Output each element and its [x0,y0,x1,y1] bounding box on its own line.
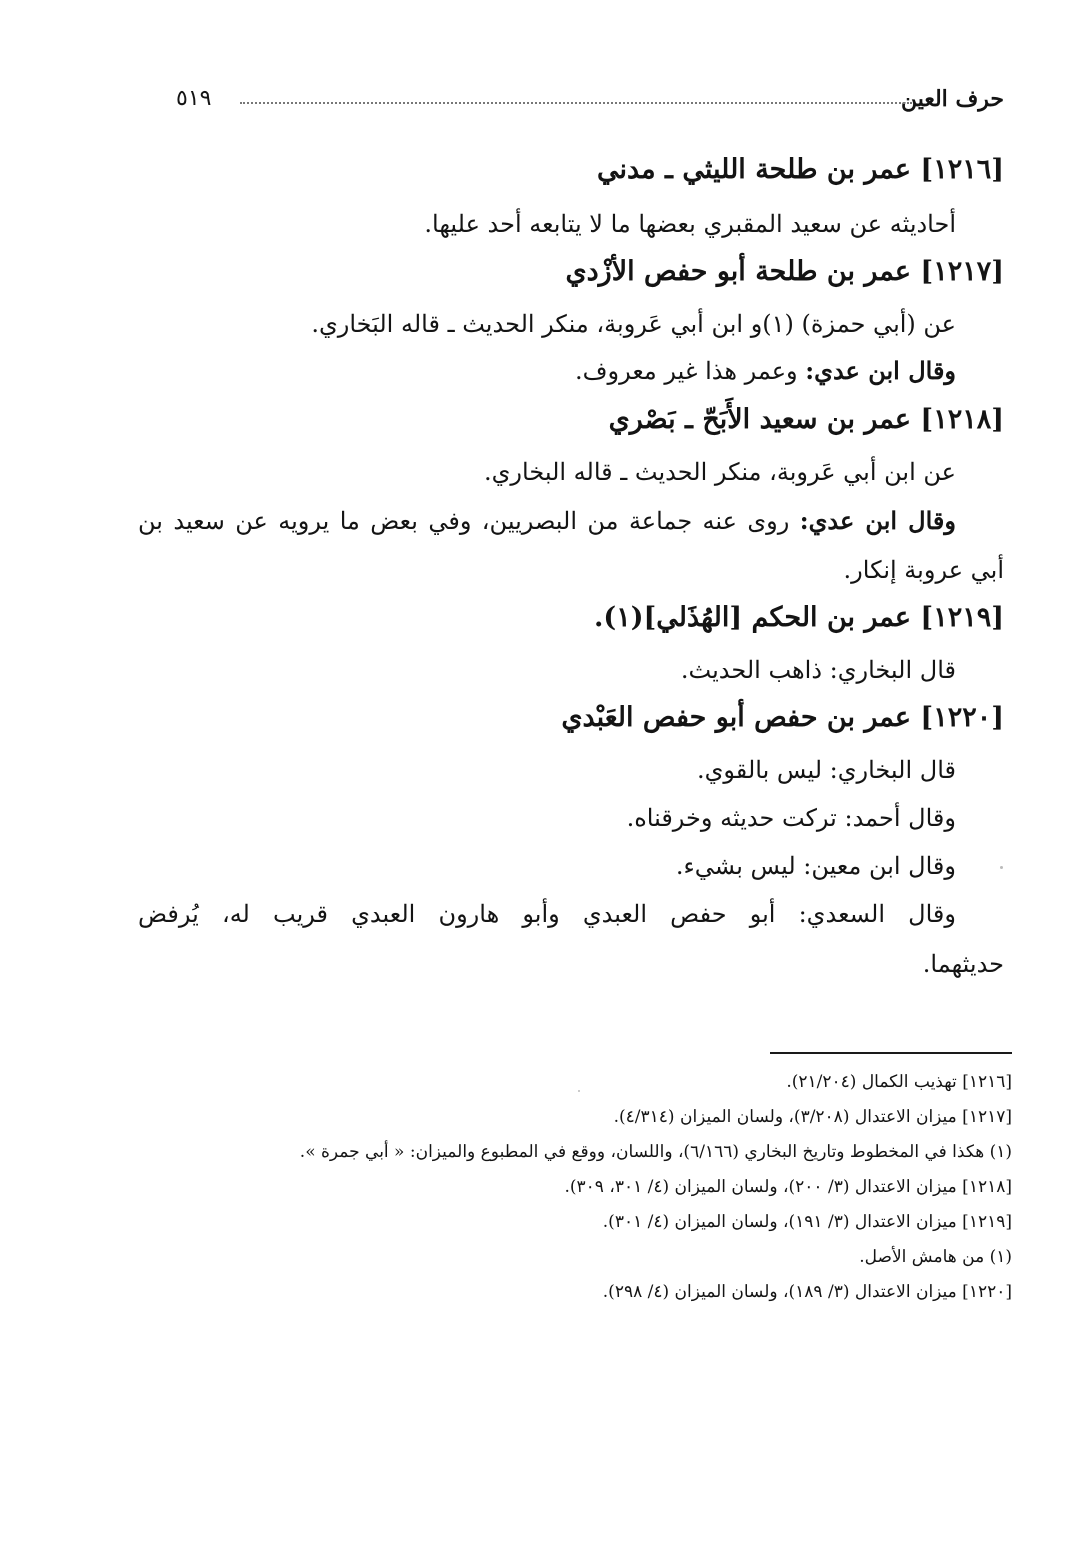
entry-heading-1217: [١٢١٧] عمر بن طلحة أبو حفص الأزْدي [565,256,1004,287]
entry-text-1220-bukhari: قال البخاري: ليس بالقوي. [696,756,956,784]
entry-text-1220-ahmad: وقال أحمد: تركت حديثه وخرقناه. [626,804,956,832]
footnote-1219: [١٢١٩] ميزان الاعتدال (٣/ ١٩١)، ولسان الميزان (٤/ ٣٠١). [602,1212,1012,1232]
entry-text-1217: عن (أبي حمزة) (١)و ابن أبي عَروبة، منكر الحديث ـ قاله البَخاري. [311,310,956,338]
entry-text-1220-saadi: وقال السعدي: أبو حفص العبدي وأبو هارون العبدي قريب له، يُرفض [138,900,956,928]
header-dotted-rule [240,102,912,104]
footnote-1220: [١٢٢٠] ميزان الاعتدال (٣/ ١٨٩)، ولسان الميزان (٤/ ٢٩٨). [602,1282,1012,1302]
footnote-1216: [١٢١٦] تهذيب الكمال (٢١/٢٠٤). [786,1072,1012,1092]
entry-text-1220-continued: حديثهما. [922,950,1004,978]
running-header [138,86,1004,122]
scan-speck [578,1090,580,1092]
entry-text-1218: عن ابن أبي عَروبة، منكر الحديث ـ قاله البخاري. [484,458,956,486]
ibn-adi-text: وعمر هذا غير معروف. [575,357,798,385]
scan-speck [1000,866,1003,869]
footnote-1218: [١٢١٨] ميزان الاعتدال (٣/ ٢٠٠)، ولسان الميزان (٤/ ٣٠١، ٣٠٩). [564,1177,1012,1197]
chapter-title: حرف العين [900,86,1004,112]
entry-heading-1216: [١٢١٦] عمر بن طلحة الليثي ـ مدني [596,154,1004,185]
footnote-note-1-b: (١) من هامش الأصل. [859,1247,1012,1267]
ibn-adi-text: روى عنه جماعة من البصريين، وفي بعض ما يرويه عن سعيد بن [138,507,790,535]
footnote-note-1: (١) هكذا في المخطوط وتاريخ البخاري (٦/١٦٦)، واللسان، ووقع في المطبوع والميزان: « أبي جمرة ». [299,1142,1012,1162]
entry-heading-1219: [١٢١٩] عمر بن الحكم [الهُذَلي](١). [594,602,1004,633]
ibn-adi-statement-1218 [138,506,956,535]
entry-text-1219: قال البخاري: ذاهب الحديث. [680,656,956,684]
entry-heading-1220: [١٢٢٠] عمر بن حفص أبو حفص العَبْدي [561,702,1004,733]
footnote-separator [770,1052,1012,1054]
entry-text-1218-continued: أبي عروبة إنكار. [843,556,1004,584]
ibn-adi-label: وقال ابن عدي: [799,506,956,535]
entry-heading-1218: [١٢١٨] عمر بن سعيد الأَبَحّ ـ بَصْري [608,404,1004,435]
ibn-adi-statement-1217 [575,356,956,385]
footnote-1217: [١٢١٧] ميزان الاعتدال (٣/٢٠٨)، ولسان الميزان (٤/٣١٤). [613,1107,1012,1127]
entry-text-1216: أحاديثه عن سعيد المقبري بعضها ما لا يتابعه أحد عليها. [424,210,956,238]
page-number: ٥١٩ [176,86,212,111]
entry-text-1220-ibn-main: وقال ابن معين: ليس بشيء. [675,852,956,880]
ibn-adi-label: وقال ابن عدي: [805,356,956,385]
